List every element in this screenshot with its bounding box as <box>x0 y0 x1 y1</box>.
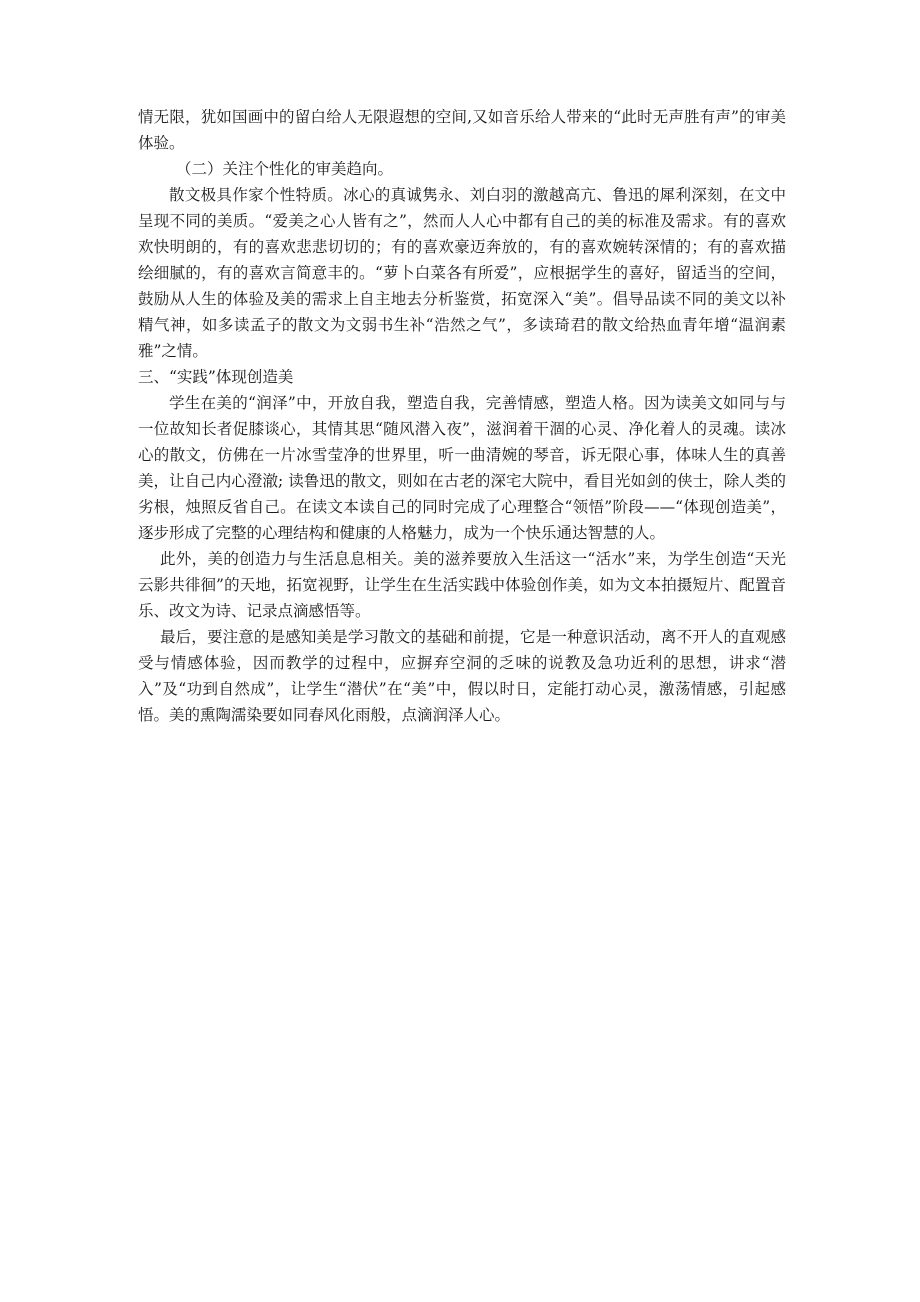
document-body <box>138 104 786 728</box>
paragraph-conclusion: 最后，要注意的是感知美是学习散文的基础和前提，它是一种意识活动，离不开人的直观感受与情感体验，因而教学的过程中，应摒弃空洞的乏味的说教及急功近利的思想，讲求“潜入”及“功到自然成”，让学生“潜伏”在“美”中，假以时日，定能打动心灵，激荡情感，引起感悟。美的熏陶濡染要如同春风化雨般，点滴润泽人心。 <box>138 628 786 724</box>
section-subheading-2: （二）关注个性化的审美趋向。 <box>176 160 394 178</box>
paragraph-continuation: 情无限，犹如国画中的留白给人无限遐想的空间,又如音乐给人带来的“此时无声胜有声”的审美体验。 <box>138 108 786 152</box>
paragraph-practice: 学生在美的“润泽”中，开放自我，塑造自我，完善情感，塑造人格。因为读美文如同与与一位故知长者促膝谈心，其情其思“随风潜入夜”，滋润着干涸的心灵、净化着人的灵魂。读冰心的散文，仿佛在一片冰雪莹净的世界里，听一曲清婉的琴音，诉无限心事，体味人生的真善美，让自己内心澄澈; 读鲁迅的散文，则如在古老的深宅大院中，看目光如剑的侠士，除人类的劣根，烛照反省自己。在读文本读自己的同时完成了心理整合“领悟”阶段——“体现创造美”，逐步形成了完整的心理结构和健康的人格魅力，成为一个快乐通达智慧的人。 <box>138 394 786 542</box>
paragraph-personality: 散文极具作家个性特质。冰心的真诚隽永、刘白羽的激越高亢、鲁迅的犀利深刻，在文中呈现不同的美质。“爱美之心人皆有之”，然而人人心中都有自己的美的标准及需求。有的喜欢欢快明朗的，有的喜欢悲悲切切的；有的喜欢豪迈奔放的，有的喜欢婉转深情的；有的喜欢描绘细腻的，有的喜欢言简意丰的。“萝卜白菜各有所爱”，应根据学生的喜好，留适当的空间，鼓励从人生的体验及美的需求上自主地去分析鉴赏，拓宽深入“美”。倡导品读不同的美文以补精气神，如多读孟子的散文为文弱书生补“浩然之气”，多读琦君的散文给热血青年增“温润素雅”之情。 <box>138 186 786 360</box>
paragraph-creativity: 此外，美的创造力与生活息息相关。美的滋养要放入生活这一“活水”来，为学生创造“天光云影共徘徊”的天地，拓宽视野，让学生在生活实践中体验创作美，如为文本拍摄短片、配置音乐、改文为诗、记录点滴感悟等。 <box>138 550 786 620</box>
section-heading-3: 三、“实践”体现创造美 <box>138 368 294 386</box>
